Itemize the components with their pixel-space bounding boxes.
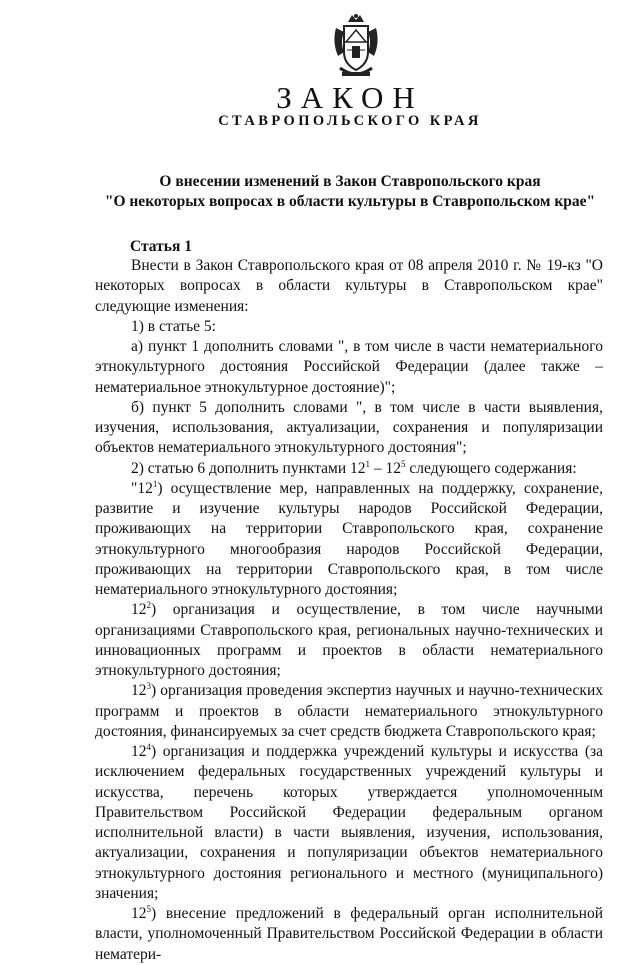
paragraph-point-12-4: $12^4$) организация и поддержка учреждений культуры и искусства (за исключением федеральных государственных учреждений культуры и искусства, перечень которых утверждается уполномоченным Правительством Российской Федерации федеральным органом исполнительной власти) в части выявления, изучения, использования, актуализации, сохранения и популяризации объектов нематериального этнокультурного достояния регионального и местного (муниципального) значения; bbox=[95, 741, 603, 902]
document-title: ЗАКОН bbox=[276, 80, 424, 115]
law-subject bbox=[100, 172, 600, 212]
paragraph-item-2: 2) статью 6 дополнить пунктами $12^1 - 12^5$ следующего содержания: bbox=[131, 458, 577, 477]
coat-of-arms-icon bbox=[330, 12, 382, 80]
article-body bbox=[95, 256, 603, 965]
paragraph-item-1: 1) в статье 5: bbox=[131, 317, 216, 335]
paragraph-point-12-5: $12^5$) внесение предложений в федеральный орган исполнительной власти, уполномоченный Правительством Российской Федерации в области нематери- bbox=[95, 903, 603, 963]
paragraph-point-12-1: "$12^1$) осуществление мер, направленных на поддержку, сохранение, развитие и изучение культуры народов Российской Федерации, проживающих на территории Ставропольского края, сохранение этнокультурного многообразия народов Российской Федерации, проживающих на территории Ставропольского края, в том числе нематериального этнокультурного достояния; bbox=[95, 478, 603, 598]
paragraph-intro: Внести в Закон Ставропольского края от 08 апреля 2010 г. № 19-кз "О некоторых вопросах в области культуры в Ставропольском крае" следующие изменения: bbox=[95, 257, 603, 315]
paragraph-point-12-3: $12^3$) организация проведения экспертиз научных и научно-технических программ и проектов в области нематериального этнокультурного достояния, финансируемых за счет средств бюджета Ставропольского края; bbox=[95, 681, 603, 740]
subject-line-1: О внесении изменений в Закон Ставропольского края bbox=[159, 173, 541, 190]
article-heading: Статья 1 bbox=[130, 238, 192, 255]
subject-line-2: "О некоторых вопросах в области культуры в Ставропольском крае" bbox=[104, 193, 596, 210]
paragraph-item-1a: а) пункт 1 дополнить словами ", в том числе в части нематериального этнокультурного достояния Российской Федерации (далее также – нематериальное этнокультурное достояние)"; bbox=[95, 338, 603, 396]
paragraph-item-1b: б) пункт 5 дополнить словами ", в том числе в части выявления, изучения, использования, актуализации, сохранения и популяризации объектов нематериального этнокультурного достояния"; bbox=[95, 398, 603, 457]
document-subtitle: СТАВРОПОЛЬСКОГО КРАЯ bbox=[218, 113, 482, 129]
paragraph-point-12-2: $12^2$) организация и осуществление, в том числе научными организациями Ставропольского края, региональных научно-технических и инновационных программ и проектов в области нематериального этнокультурного достояния; bbox=[95, 600, 603, 679]
